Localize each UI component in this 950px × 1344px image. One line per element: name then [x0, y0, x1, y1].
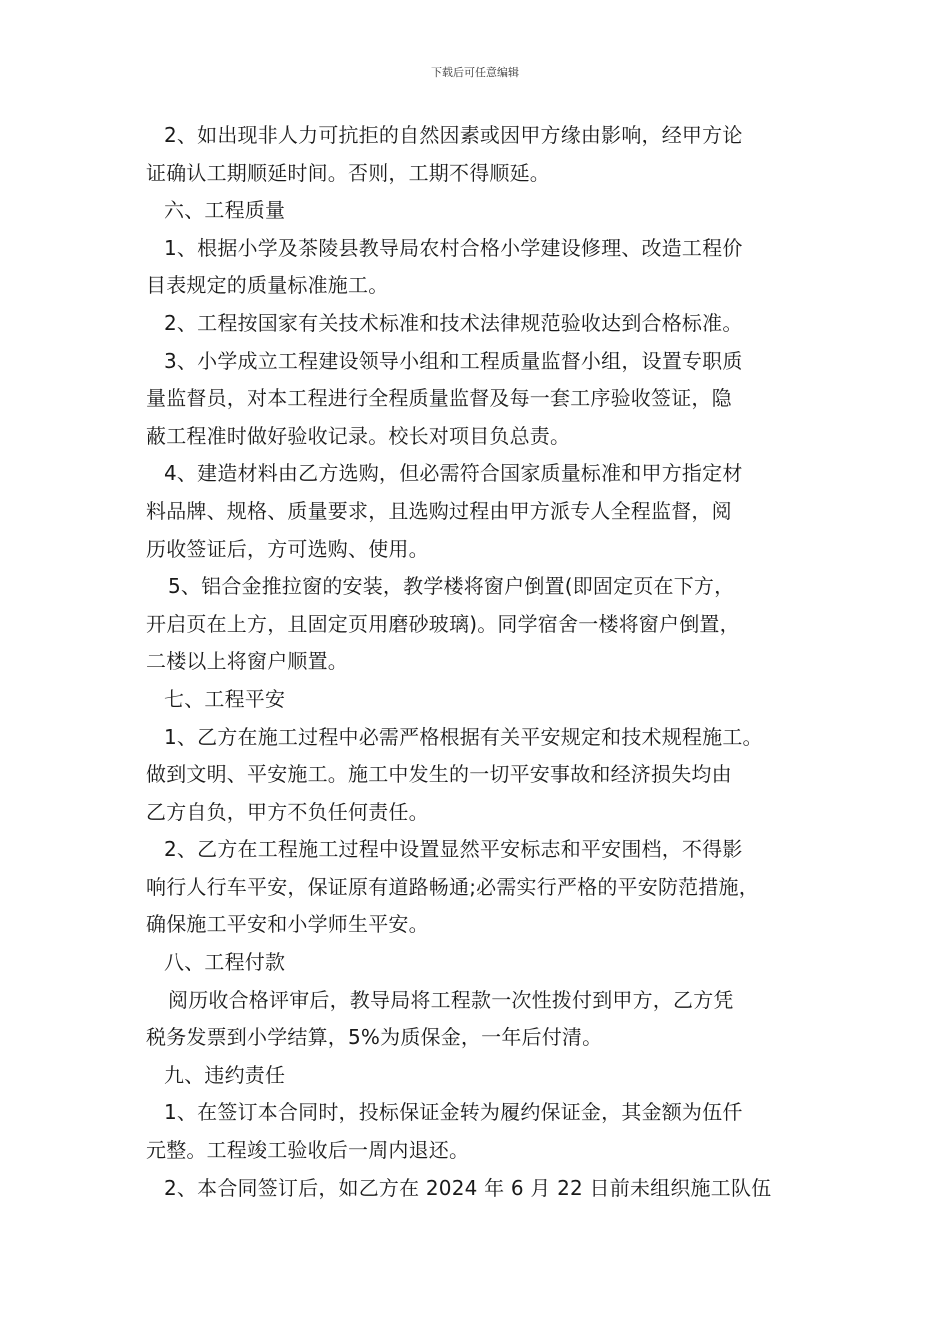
- text-line: 料品牌、规格、质量要求，且选购过程由甲方派专人全程监督，阅: [146, 498, 732, 523]
- text-line: 4、建造材料由乙方选购，但必需符合国家质量标准和甲方指定材: [164, 461, 743, 486]
- text-line: 1、根据小学及茶陵县教导局农村合格小学建设修理、改造工程价: [164, 235, 743, 260]
- text-line: 5、铝合金推拉窗的安装，教学楼将窗户倒置(即固定页在下方，: [168, 574, 735, 599]
- text-line: 响行人行车平安，保证原有道路畅通;必需实行严格的平安防范措施，: [146, 874, 759, 899]
- text-line: 1、乙方在施工过程中必需严格根据有关平安规定和技术规程施工。: [164, 724, 763, 749]
- page-header: 下载后可任意编辑: [431, 66, 519, 79]
- text-line: 七、工程平安: [164, 686, 286, 711]
- text-line: 六、工程质量: [164, 198, 286, 223]
- text-line: 八、工程付款: [164, 950, 286, 975]
- text-line: 2、如出现非人力可抗拒的自然因素或因甲方缘由影响，经甲方论: [164, 123, 743, 147]
- text-line: 做到文明、平安施工。施工中发生的一切平安事故和经济损失均由: [146, 762, 732, 787]
- document-body: [146, 117, 826, 1207]
- text-line: 二楼以上将窗户顺置。: [146, 649, 348, 674]
- text-line: 2、乙方在工程施工过程中设置显然平安标志和平安围档，不得影: [164, 837, 743, 862]
- text-line: 2、本合同签订后，如乙方在 2024 年 6 月 22 日前未组织施工队伍: [164, 1175, 772, 1200]
- text-line: 3、小学成立工程建设领导小组和工程质量监督小组，设置专职质: [164, 348, 743, 373]
- text-line: 证确认工期顺延时间。否则，工期不得顺延。: [146, 160, 550, 185]
- text-line: 目表规定的质量标准施工。: [146, 273, 389, 298]
- text-line: 2、工程按国家有关技术标准和技术法律规范验收达到合格标准。: [164, 310, 743, 335]
- text-line: 蔽工程准时做好验收记录。校长对项目负总责。: [146, 423, 571, 448]
- text-line: 量监督员，对本工程进行全程质量监督及每一套工序验收签证，隐: [146, 386, 732, 411]
- text-line: 乙方自负，甲方不负任何责任。: [146, 799, 429, 824]
- text-line: 税务发票到小学结算，5%为质保金，一年后付清。: [146, 1025, 603, 1050]
- text-line: 确保施工平安和小学师生平安。: [146, 912, 429, 937]
- text-line: 元整。工程竣工验收后一周内退还。: [146, 1138, 470, 1163]
- text-line: 阅历收合格评审后，教导局将工程款一次性拨付到甲方，乙方凭: [168, 987, 734, 1012]
- text-line: 历收签证后，方可选购、使用。: [146, 536, 429, 561]
- text-line: 开启页在上方，且固定页用磨砂玻璃)。同学宿舍一楼将窗户倒置，: [146, 611, 740, 636]
- text-line: 1、在签订本合同时，投标保证金转为履约保证金，其金额为伍仟: [164, 1100, 743, 1125]
- text-line: 九、违约责任: [164, 1062, 286, 1087]
